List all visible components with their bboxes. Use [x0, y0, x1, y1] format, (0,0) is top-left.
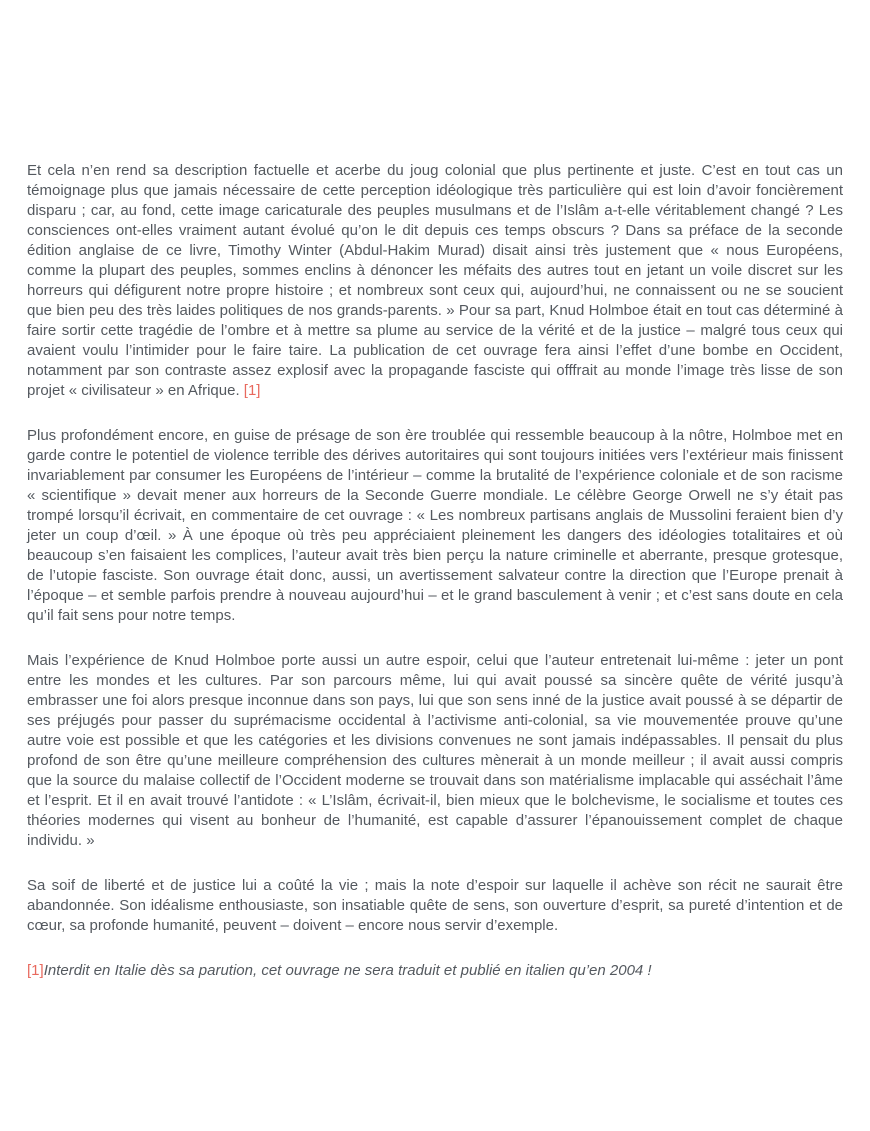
paragraph-1-text: Et cela n’en rend sa description factuelle et acerbe du joug colonial que plus pertinente et juste. C’est en tout cas un témoignage plus que jamais nécessaire de cette perception idéologique très particulière qui est loin d’avoir foncièrement disparu ; car, au fond, cette image caricaturale des peuples musulmans et de l’Islâm a-t-elle véritablement changé ? Les consciences ont-elles vraiment autant évolué qu’on le dit depuis ces temps obscurs ? Dans sa préface de la seconde édition anglaise de ce livre, Timothy Winter (Abdul-Hakim Murad) disait ainsi très justement que « nous Européens, comme la plupart des peuples, sommes enclins à dénoncer les méfaits des autres tout en jetant un voile discret sur les horreurs qui défigurent notre propre histoire ; et nombreux sont ceux qui, aujourd’hui, ne connaissent ou ne se soucient que bien peu des très laides politiques de nos grands-parents. » Pour sa part, Knud Holmboe était en tout cas déterminé à faire sortir cette tragédie de l’ombre et à mettre sa plume au service de la vérité et de la justice – malgré tous ceux qui avaient voulu l’intimider pour le faire taire. La publication de cet ouvrage fera ainsi l’effet d’une bombe en Occident, notamment par son contraste assez explosif avec la propagande fasciste qui offfrait au monde l’image très lisse de son projet « civilisateur » en Afrique.: [27, 162, 843, 399]
paragraph-3-text: Mais l’expérience de Knud Holmboe porte aussi un autre espoir, celui que l’auteur entretenait lui-même : jeter un pont entre les mondes et les cultures. Par son parcours même, lui qui avait poussé sa sincère quête de vérité jusqu’à embrasser une foi alors presque inconnue dans son pays, lui que son sens inné de la justice avait poussé à se départir de ses préjugés pour passer du suprémacisme occidental à l’activisme anti-colonial, sa vie mouvementée prouve qu’une autre voie est possible et que les catégories et les divisions convenues ne sont jamais indépassables. Il pensait du plus profond de son être qu’une meilleure compréhension des cultures mènerait à un monde meilleur ; il avait aussi compris que la source du malaise collectif de l’Occident moderne se trouvait dans son matérialisme implacable qui asséchait l’âme et l’esprit. Et il en avait trouvé l’antidote : « L’Islâm, écrivait-il, bien mieux que le bolchevisme, le socialisme et toutes ces théories modernes qui visent au bonheur de l’humanité, est capable d’assurer l’épanouissement complet de chaque individu. »: [27, 652, 843, 849]
paragraph-3: [27, 651, 843, 851]
paragraph-2: [27, 426, 843, 626]
footnote-reference-link[interactable]: [1]: [243, 382, 261, 399]
footnote-text: Interdit en Italie dès sa parution, cet ouvrage ne sera traduit et publié en italien qu’en 2004 !: [43, 962, 652, 979]
paragraph-4: [27, 876, 843, 936]
paragraph-4-text: Sa soif de liberté et de justice lui a coûté la vie ; mais la note d’espoir sur laquelle il achève son récit ne saurait être abandonnée. Son idéalisme enthousiaste, son insatiable quête de sens, son ouverture d’esprit, sa pureté d’intention et de cœur, sa profonde humanité, peuvent – doivent – encore nous servir d’exemple.: [27, 877, 843, 934]
paragraph-1: [27, 161, 843, 401]
footnote: [27, 961, 843, 981]
paragraph-2-text: Plus profondément encore, en guise de présage de son ère troublée qui ressemble beaucoup à la nôtre, Holmboe met en garde contre le potentiel de violence terrible des dérives autoritaires qui sont toujours initiées vers l’extérieur mais finissent invariablement par consumer les Européens de l’intérieur – comme la brutalité de l’expérience coloniale et de son racisme « scientifique » devait mener aux horreurs de la Seconde Guerre mondiale. Le célèbre George Orwell ne s’y était pas trompé lorsqu’il écrivait, en commentaire de cet ouvrage : « Les nombreux partisans anglais de Mussolini feraient bien d’y jeter un coup d’œil. » À une époque où très peu appréciaient pleinement les dangers des idéologies totalitaires et où beaucoup s’en faisaient les complices, l’auteur avait très bien perçu la nature criminelle et aberrante, presque grotesque, de l’utopie fasciste. Son ouvrage était donc, aussi, un avertissement salvateur contre la direction que l’Europe prenait à l’époque – et semble parfois prendre à nouveau aujourd’hui – et le grand basculement à venir ; et c’est sans doute en cela qu’il fait sens pour notre temps.: [27, 427, 843, 624]
footnote-number-link[interactable]: [1]: [27, 962, 44, 979]
article-body: [27, 161, 843, 981]
